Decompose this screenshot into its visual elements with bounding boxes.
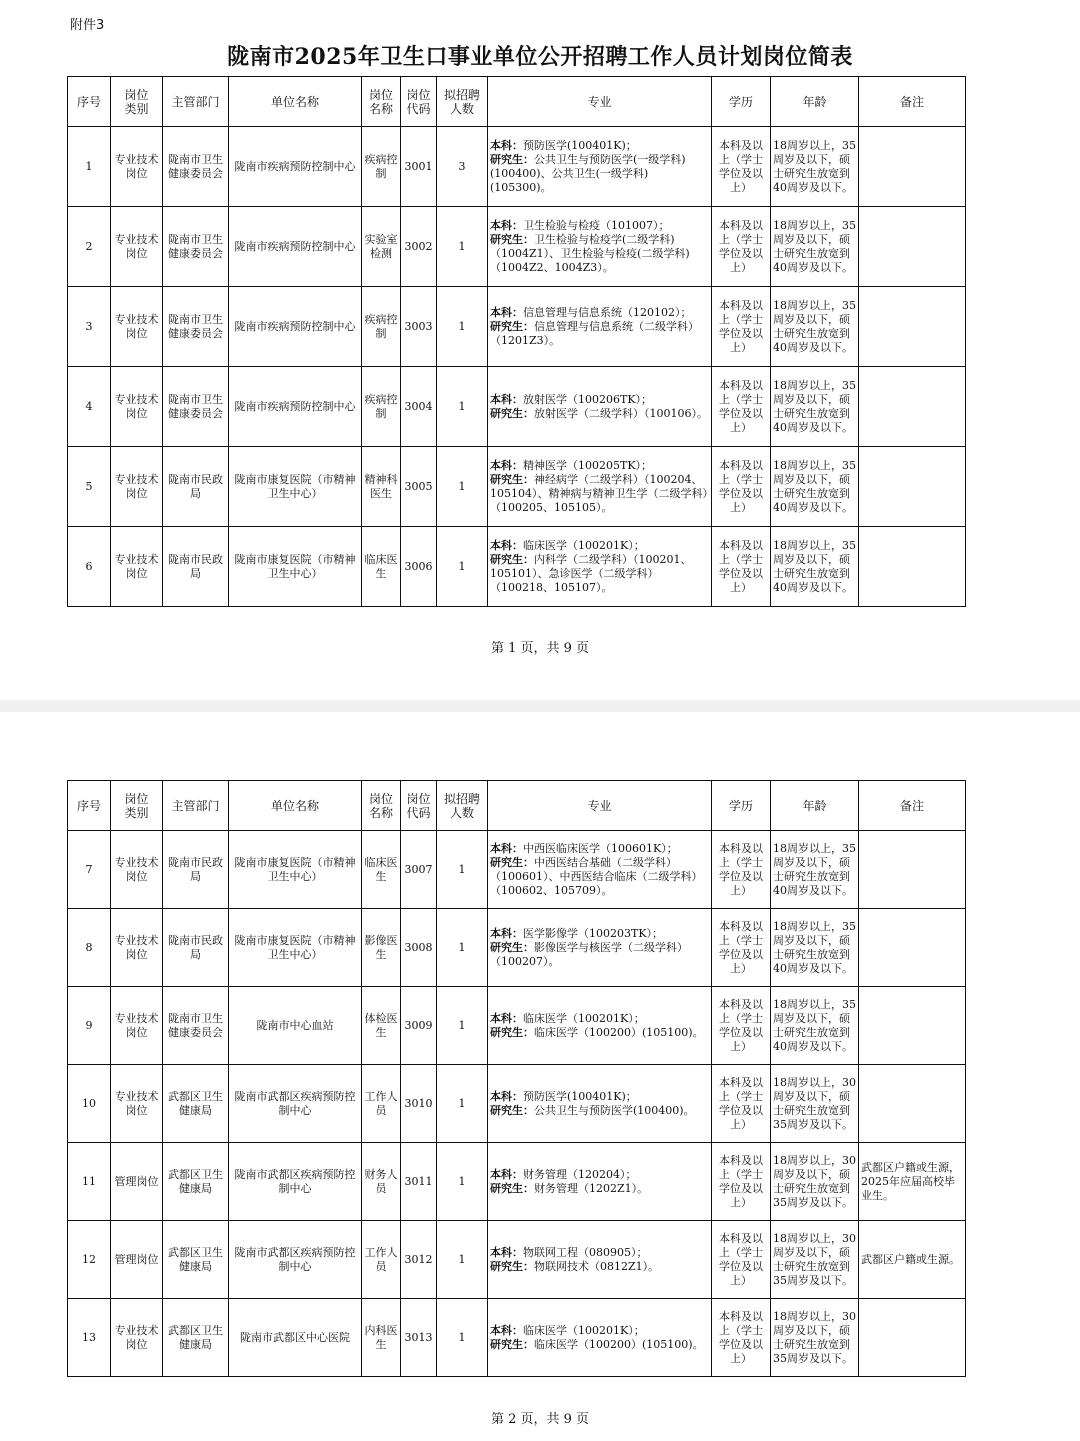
cell-remark	[859, 831, 966, 909]
cell-remark	[859, 527, 966, 607]
undergrad-label: 本科：	[490, 1245, 523, 1259]
cell-education: 本科及以上（学士学位及以上）	[712, 527, 771, 607]
cell-unit: 陇南市武都区疾病预防控制中心	[229, 1221, 362, 1299]
cell-education: 本科及以上（学士学位及以上）	[712, 831, 771, 909]
header-education: 学历	[712, 77, 771, 127]
page-footer: 第 1 页，共 9 页	[490, 641, 590, 656]
cell-education: 本科及以上（学士学位及以上）	[712, 1065, 771, 1143]
cell-code: 3013	[401, 1299, 437, 1377]
postgrad-label: 研究生：	[490, 406, 534, 420]
undergrad-major: 信息管理与信息系统（120102）；	[523, 305, 692, 319]
cell-count: 1	[437, 1143, 488, 1221]
cell-education: 本科及以上（学士学位及以上）	[712, 447, 771, 527]
cell-count: 1	[437, 987, 488, 1065]
cell-post: 临床医生	[362, 831, 401, 909]
cell-post: 工作人员	[362, 1221, 401, 1299]
undergrad-label: 本科：	[490, 392, 523, 406]
postgrad-label: 研究生：	[490, 319, 534, 333]
cell-code: 3009	[401, 987, 437, 1065]
cell-no: 5	[68, 447, 111, 527]
cell-remark: 武都区户籍或生源。	[859, 1221, 966, 1299]
cell-count: 1	[437, 527, 488, 607]
cell-dept: 武都区卫生健康局	[163, 1143, 229, 1221]
cell-post: 内科医生	[362, 1299, 401, 1377]
cell-major	[488, 831, 712, 909]
header-dept: 主管部门	[163, 77, 229, 127]
cell-education: 本科及以上（学士学位及以上）	[712, 909, 771, 987]
cell-category: 管理岗位	[111, 1221, 163, 1299]
cell-no: 9	[68, 987, 111, 1065]
header-unit: 单位名称	[229, 781, 362, 831]
cell-category: 专业技术岗位	[111, 987, 163, 1065]
postgrad-label: 研究生：	[490, 1025, 534, 1039]
cell-age: 18周岁以上，35周岁及以下，硕士研究生放宽到40周岁及以下。	[771, 287, 859, 367]
cell-category: 专业技术岗位	[111, 831, 163, 909]
header-category: 岗位 类别	[111, 781, 163, 831]
cell-major	[488, 1221, 712, 1299]
cell-major	[488, 909, 712, 987]
table-row	[68, 1143, 966, 1221]
attachment-label: 附件3	[70, 18, 105, 33]
cell-no: 6	[68, 527, 111, 607]
cell-age: 18周岁以上，30周岁及以下，硕士研究生放宽到35周岁及以下。	[771, 1065, 859, 1143]
cell-no: 8	[68, 909, 111, 987]
postgrad-label: 研究生：	[490, 472, 534, 486]
header-major: 专业	[488, 781, 712, 831]
postgrad-label: 研究生：	[490, 855, 534, 869]
cell-remark	[859, 287, 966, 367]
cell-dept: 陇南市民政局	[163, 447, 229, 527]
cell-no: 10	[68, 1065, 111, 1143]
cell-code: 3004	[401, 367, 437, 447]
table-row	[68, 127, 966, 207]
cell-post: 疾病控制	[362, 127, 401, 207]
cell-unit: 陇南市疾病预防控制中心	[229, 287, 362, 367]
cell-age: 18周岁以上，35周岁及以下，硕士研究生放宽到40周岁及以下。	[771, 831, 859, 909]
page-2	[0, 712, 1080, 1441]
cell-major	[488, 987, 712, 1065]
cell-category: 管理岗位	[111, 1143, 163, 1221]
cell-post: 疾病控制	[362, 367, 401, 447]
cell-count: 1	[437, 367, 488, 447]
postgrad-major: 公共卫生与预防医学(一级学科)(100400)、公共卫生(一级学科)(105300)。	[490, 152, 686, 194]
cell-code: 3010	[401, 1065, 437, 1143]
cell-dept: 陇南市卫生健康委员会	[163, 207, 229, 287]
table-row	[68, 287, 966, 367]
cell-no: 2	[68, 207, 111, 287]
recruitment-table-page-1	[67, 76, 966, 607]
cell-post: 精神科医生	[362, 447, 401, 527]
undergrad-label: 本科：	[490, 926, 523, 940]
cell-education: 本科及以上（学士学位及以上）	[712, 1299, 771, 1377]
cell-count: 1	[437, 1065, 488, 1143]
cell-remark: 武都区户籍或生源，2025年应届高校毕业生。	[859, 1143, 966, 1221]
cell-remark	[859, 1065, 966, 1143]
cell-count: 1	[437, 831, 488, 909]
cell-age: 18周岁以上，30周岁及以下，硕士研究生放宽到35周岁及以下。	[771, 1143, 859, 1221]
cell-education: 本科及以上（学士学位及以上）	[712, 1143, 771, 1221]
postgrad-label: 研究生：	[490, 552, 534, 566]
cell-age: 18周岁以上，30周岁及以下，硕士研究生放宽到35周岁及以下。	[771, 1299, 859, 1377]
header-count: 拟招聘 人数	[437, 781, 488, 831]
undergrad-major: 放射医学（100206TK）；	[523, 392, 653, 406]
postgrad-label: 研究生：	[490, 152, 534, 166]
cell-major	[488, 1143, 712, 1221]
undergrad-label: 本科：	[490, 1323, 523, 1337]
cell-no: 7	[68, 831, 111, 909]
header-major: 专业	[488, 77, 712, 127]
header-age: 年龄	[771, 781, 859, 831]
undergrad-label: 本科：	[490, 538, 523, 552]
cell-education: 本科及以上（学士学位及以上）	[712, 207, 771, 287]
header-no: 序号	[68, 77, 111, 127]
cell-dept: 陇南市民政局	[163, 831, 229, 909]
header-count: 拟招聘 人数	[437, 77, 488, 127]
cell-major	[488, 127, 712, 207]
undergrad-major: 精神医学（100205TK）；	[523, 458, 653, 472]
postgrad-major: 影像医学与核医学（二级学科）（100207）。	[490, 940, 688, 968]
cell-education: 本科及以上（学士学位及以上）	[712, 987, 771, 1065]
cell-dept: 陇南市卫生健康委员会	[163, 367, 229, 447]
cell-age: 18周岁以上，35周岁及以下，硕士研究生放宽到40周岁及以下。	[771, 909, 859, 987]
cell-dept: 陇南市民政局	[163, 527, 229, 607]
cell-dept: 陇南市卫生健康委员会	[163, 127, 229, 207]
header-category: 岗位 类别	[111, 77, 163, 127]
cell-unit: 陇南市武都区疾病预防控制中心	[229, 1143, 362, 1221]
table-row	[68, 831, 966, 909]
cell-major	[488, 1299, 712, 1377]
cell-unit: 陇南市疾病预防控制中心	[229, 207, 362, 287]
table-header-row	[68, 77, 966, 127]
undergrad-major: 临床医学（100201K）；	[523, 1323, 645, 1337]
cell-unit: 陇南市疾病预防控制中心	[229, 127, 362, 207]
header-remark: 备注	[859, 77, 966, 127]
cell-unit: 陇南市康复医院（市精神卫生中心）	[229, 909, 362, 987]
cell-age: 18周岁以上，35周岁及以下，硕士研究生放宽到40周岁及以下。	[771, 527, 859, 607]
cell-code: 3005	[401, 447, 437, 527]
cell-count: 1	[437, 447, 488, 527]
cell-no: 4	[68, 367, 111, 447]
table-row	[68, 1299, 966, 1377]
undergrad-major: 中西医临床医学（100601K）；	[523, 841, 678, 855]
cell-code: 3007	[401, 831, 437, 909]
cell-unit: 陇南市康复医院（市精神卫生中心）	[229, 831, 362, 909]
table-row	[68, 367, 966, 447]
header-code: 岗位 代码	[401, 77, 437, 127]
postgrad-major: 卫生检验与检疫学(二级学科)（1004Z1）、卫生检验与检疫(二级学科)（1004Z2、1004Z3）。	[490, 232, 690, 274]
header-age: 年龄	[771, 77, 859, 127]
undergrad-label: 本科：	[490, 841, 523, 855]
cell-dept: 陇南市民政局	[163, 909, 229, 987]
cell-dept: 陇南市卫生健康委员会	[163, 987, 229, 1065]
postgrad-label: 研究生：	[490, 1259, 534, 1273]
cell-major	[488, 527, 712, 607]
postgrad-major: 公共卫生与预防医学(100400)。	[534, 1103, 695, 1117]
cell-age: 18周岁以上，30周岁及以下，硕士研究生放宽到35周岁及以下。	[771, 1221, 859, 1299]
postgrad-label: 研究生：	[490, 1103, 534, 1117]
postgrad-major: 物联网技术（0812Z1）。	[534, 1259, 660, 1273]
cell-unit: 陇南市武都区疾病预防控制中心	[229, 1065, 362, 1143]
document-title: 陇南市2025年卫生口事业单位公开招聘工作人员计划岗位简表	[227, 44, 853, 70]
cell-post: 工作人员	[362, 1065, 401, 1143]
cell-education: 本科及以上（学士学位及以上）	[712, 287, 771, 367]
undergrad-major: 物联网工程（080905）；	[523, 1245, 648, 1259]
table-header-row	[68, 781, 966, 831]
cell-age: 18周岁以上，35周岁及以下，硕士研究生放宽到40周岁及以下。	[771, 447, 859, 527]
cell-dept: 武都区卫生健康局	[163, 1221, 229, 1299]
cell-code: 3006	[401, 527, 437, 607]
cell-count: 1	[437, 1299, 488, 1377]
undergrad-major: 临床医学（100201K）；	[523, 538, 645, 552]
table-row	[68, 909, 966, 987]
cell-category: 专业技术岗位	[111, 207, 163, 287]
header-no: 序号	[68, 781, 111, 831]
cell-remark	[859, 367, 966, 447]
postgrad-major: 中西医结合基础（二级学科）（100601）、中西医结合临床（二级学科）（100602、105709）。	[490, 855, 703, 897]
cell-no: 12	[68, 1221, 111, 1299]
header-code: 岗位 代码	[401, 781, 437, 831]
cell-remark	[859, 127, 966, 207]
postgrad-major: 财务管理（1202Z1）。	[534, 1181, 649, 1195]
cell-major	[488, 1065, 712, 1143]
postgrad-label: 研究生：	[490, 1337, 534, 1351]
cell-age: 18周岁以上，35周岁及以下，硕士研究生放宽到40周岁及以下。	[771, 207, 859, 287]
cell-unit: 陇南市中心血站	[229, 987, 362, 1065]
postgrad-major: 内科学（二级学科）（100201、105101）、急诊医学（二级学科）（100218、105107）。	[490, 552, 692, 594]
undergrad-major: 临床医学（100201K）；	[523, 1011, 645, 1025]
cell-category: 专业技术岗位	[111, 367, 163, 447]
cell-remark	[859, 909, 966, 987]
undergrad-label: 本科：	[490, 458, 523, 472]
cell-no: 13	[68, 1299, 111, 1377]
undergrad-label: 本科：	[490, 218, 523, 232]
postgrad-major: 信息管理与信息系统（二级学科）（1201Z3）。	[490, 319, 699, 347]
cell-code: 3003	[401, 287, 437, 367]
cell-unit: 陇南市疾病预防控制中心	[229, 367, 362, 447]
page-separator	[0, 700, 1080, 712]
cell-count: 1	[437, 909, 488, 987]
cell-remark	[859, 447, 966, 527]
cell-post: 疾病控制	[362, 287, 401, 367]
cell-no: 1	[68, 127, 111, 207]
cell-post: 临床医生	[362, 527, 401, 607]
cell-category: 专业技术岗位	[111, 287, 163, 367]
undergrad-label: 本科：	[490, 1167, 523, 1181]
table-row	[68, 1221, 966, 1299]
cell-code: 3012	[401, 1221, 437, 1299]
undergrad-label: 本科：	[490, 1011, 523, 1025]
undergrad-major: 预防医学(100401K)；	[523, 138, 637, 152]
header-remark: 备注	[859, 781, 966, 831]
cell-age: 18周岁以上，35周岁及以下，硕士研究生放宽到40周岁及以下。	[771, 127, 859, 207]
cell-category: 专业技术岗位	[111, 1299, 163, 1377]
cell-category: 专业技术岗位	[111, 1065, 163, 1143]
undergrad-label: 本科：	[490, 1089, 523, 1103]
postgrad-label: 研究生：	[490, 940, 534, 954]
cell-education: 本科及以上（学士学位及以上）	[712, 127, 771, 207]
cell-age: 18周岁以上，35周岁及以下，硕士研究生放宽到40周岁及以下。	[771, 367, 859, 447]
cell-code: 3008	[401, 909, 437, 987]
postgrad-major: 放射医学（二级学科）（100106）。	[534, 406, 708, 420]
cell-count: 1	[437, 1221, 488, 1299]
cell-remark	[859, 1299, 966, 1377]
undergrad-major: 财务管理（120204）；	[523, 1167, 637, 1181]
postgrad-label: 研究生：	[490, 232, 534, 246]
cell-post: 财务人员	[362, 1143, 401, 1221]
cell-dept: 武都区卫生健康局	[163, 1299, 229, 1377]
cell-unit: 陇南市康复医院（市精神卫生中心）	[229, 527, 362, 607]
cell-code: 3002	[401, 207, 437, 287]
table-row	[68, 527, 966, 607]
postgrad-label: 研究生：	[490, 1181, 534, 1195]
postgrad-major: 临床医学（100200）(105100)。	[534, 1337, 704, 1351]
table-row	[68, 447, 966, 527]
cell-category: 专业技术岗位	[111, 909, 163, 987]
cell-major	[488, 287, 712, 367]
header-dept: 主管部门	[163, 781, 229, 831]
cell-category: 专业技术岗位	[111, 527, 163, 607]
cell-category: 专业技术岗位	[111, 127, 163, 207]
header-unit: 单位名称	[229, 77, 362, 127]
cell-unit: 陇南市武都区中心医院	[229, 1299, 362, 1377]
cell-dept: 武都区卫生健康局	[163, 1065, 229, 1143]
cell-count: 3	[437, 127, 488, 207]
cell-no: 11	[68, 1143, 111, 1221]
cell-no: 3	[68, 287, 111, 367]
cell-education: 本科及以上（学士学位及以上）	[712, 367, 771, 447]
postgrad-major: 神经病学（二级学科）（100204、105104）、精神病与精神卫生学（二级学科）（100205、105105）。	[490, 472, 708, 514]
cell-dept: 陇南市卫生健康委员会	[163, 287, 229, 367]
cell-remark	[859, 207, 966, 287]
header-post: 岗位 名称	[362, 77, 401, 127]
cell-count: 1	[437, 287, 488, 367]
page-1	[0, 0, 1080, 700]
undergrad-major: 预防医学(100401K)；	[523, 1089, 637, 1103]
header-education: 学历	[712, 781, 771, 831]
undergrad-major: 医学影像学（100203TK）；	[523, 926, 664, 940]
recruitment-table-page-2	[67, 780, 966, 1377]
cell-major	[488, 367, 712, 447]
table-row	[68, 207, 966, 287]
undergrad-major: 卫生检验与检疫（101007）；	[523, 218, 670, 232]
cell-remark	[859, 987, 966, 1065]
cell-age: 18周岁以上，35周岁及以下，硕士研究生放宽到40周岁及以下。	[771, 987, 859, 1065]
cell-category: 专业技术岗位	[111, 447, 163, 527]
cell-post: 实验室检测	[362, 207, 401, 287]
cell-code: 3001	[401, 127, 437, 207]
cell-post: 影像医生	[362, 909, 401, 987]
undergrad-label: 本科：	[490, 138, 523, 152]
cell-unit: 陇南市康复医院（市精神卫生中心）	[229, 447, 362, 527]
cell-post: 体检医生	[362, 987, 401, 1065]
table-row	[68, 987, 966, 1065]
cell-education: 本科及以上（学士学位及以上）	[712, 1221, 771, 1299]
cell-major	[488, 207, 712, 287]
table-row	[68, 1065, 966, 1143]
cell-count: 1	[437, 207, 488, 287]
cell-code: 3011	[401, 1143, 437, 1221]
postgrad-major: 临床医学（100200）(105100)。	[534, 1025, 704, 1039]
cell-major	[488, 447, 712, 527]
undergrad-label: 本科：	[490, 305, 523, 319]
header-post: 岗位 名称	[362, 781, 401, 831]
page-footer: 第 2 页，共 9 页	[490, 1412, 590, 1427]
